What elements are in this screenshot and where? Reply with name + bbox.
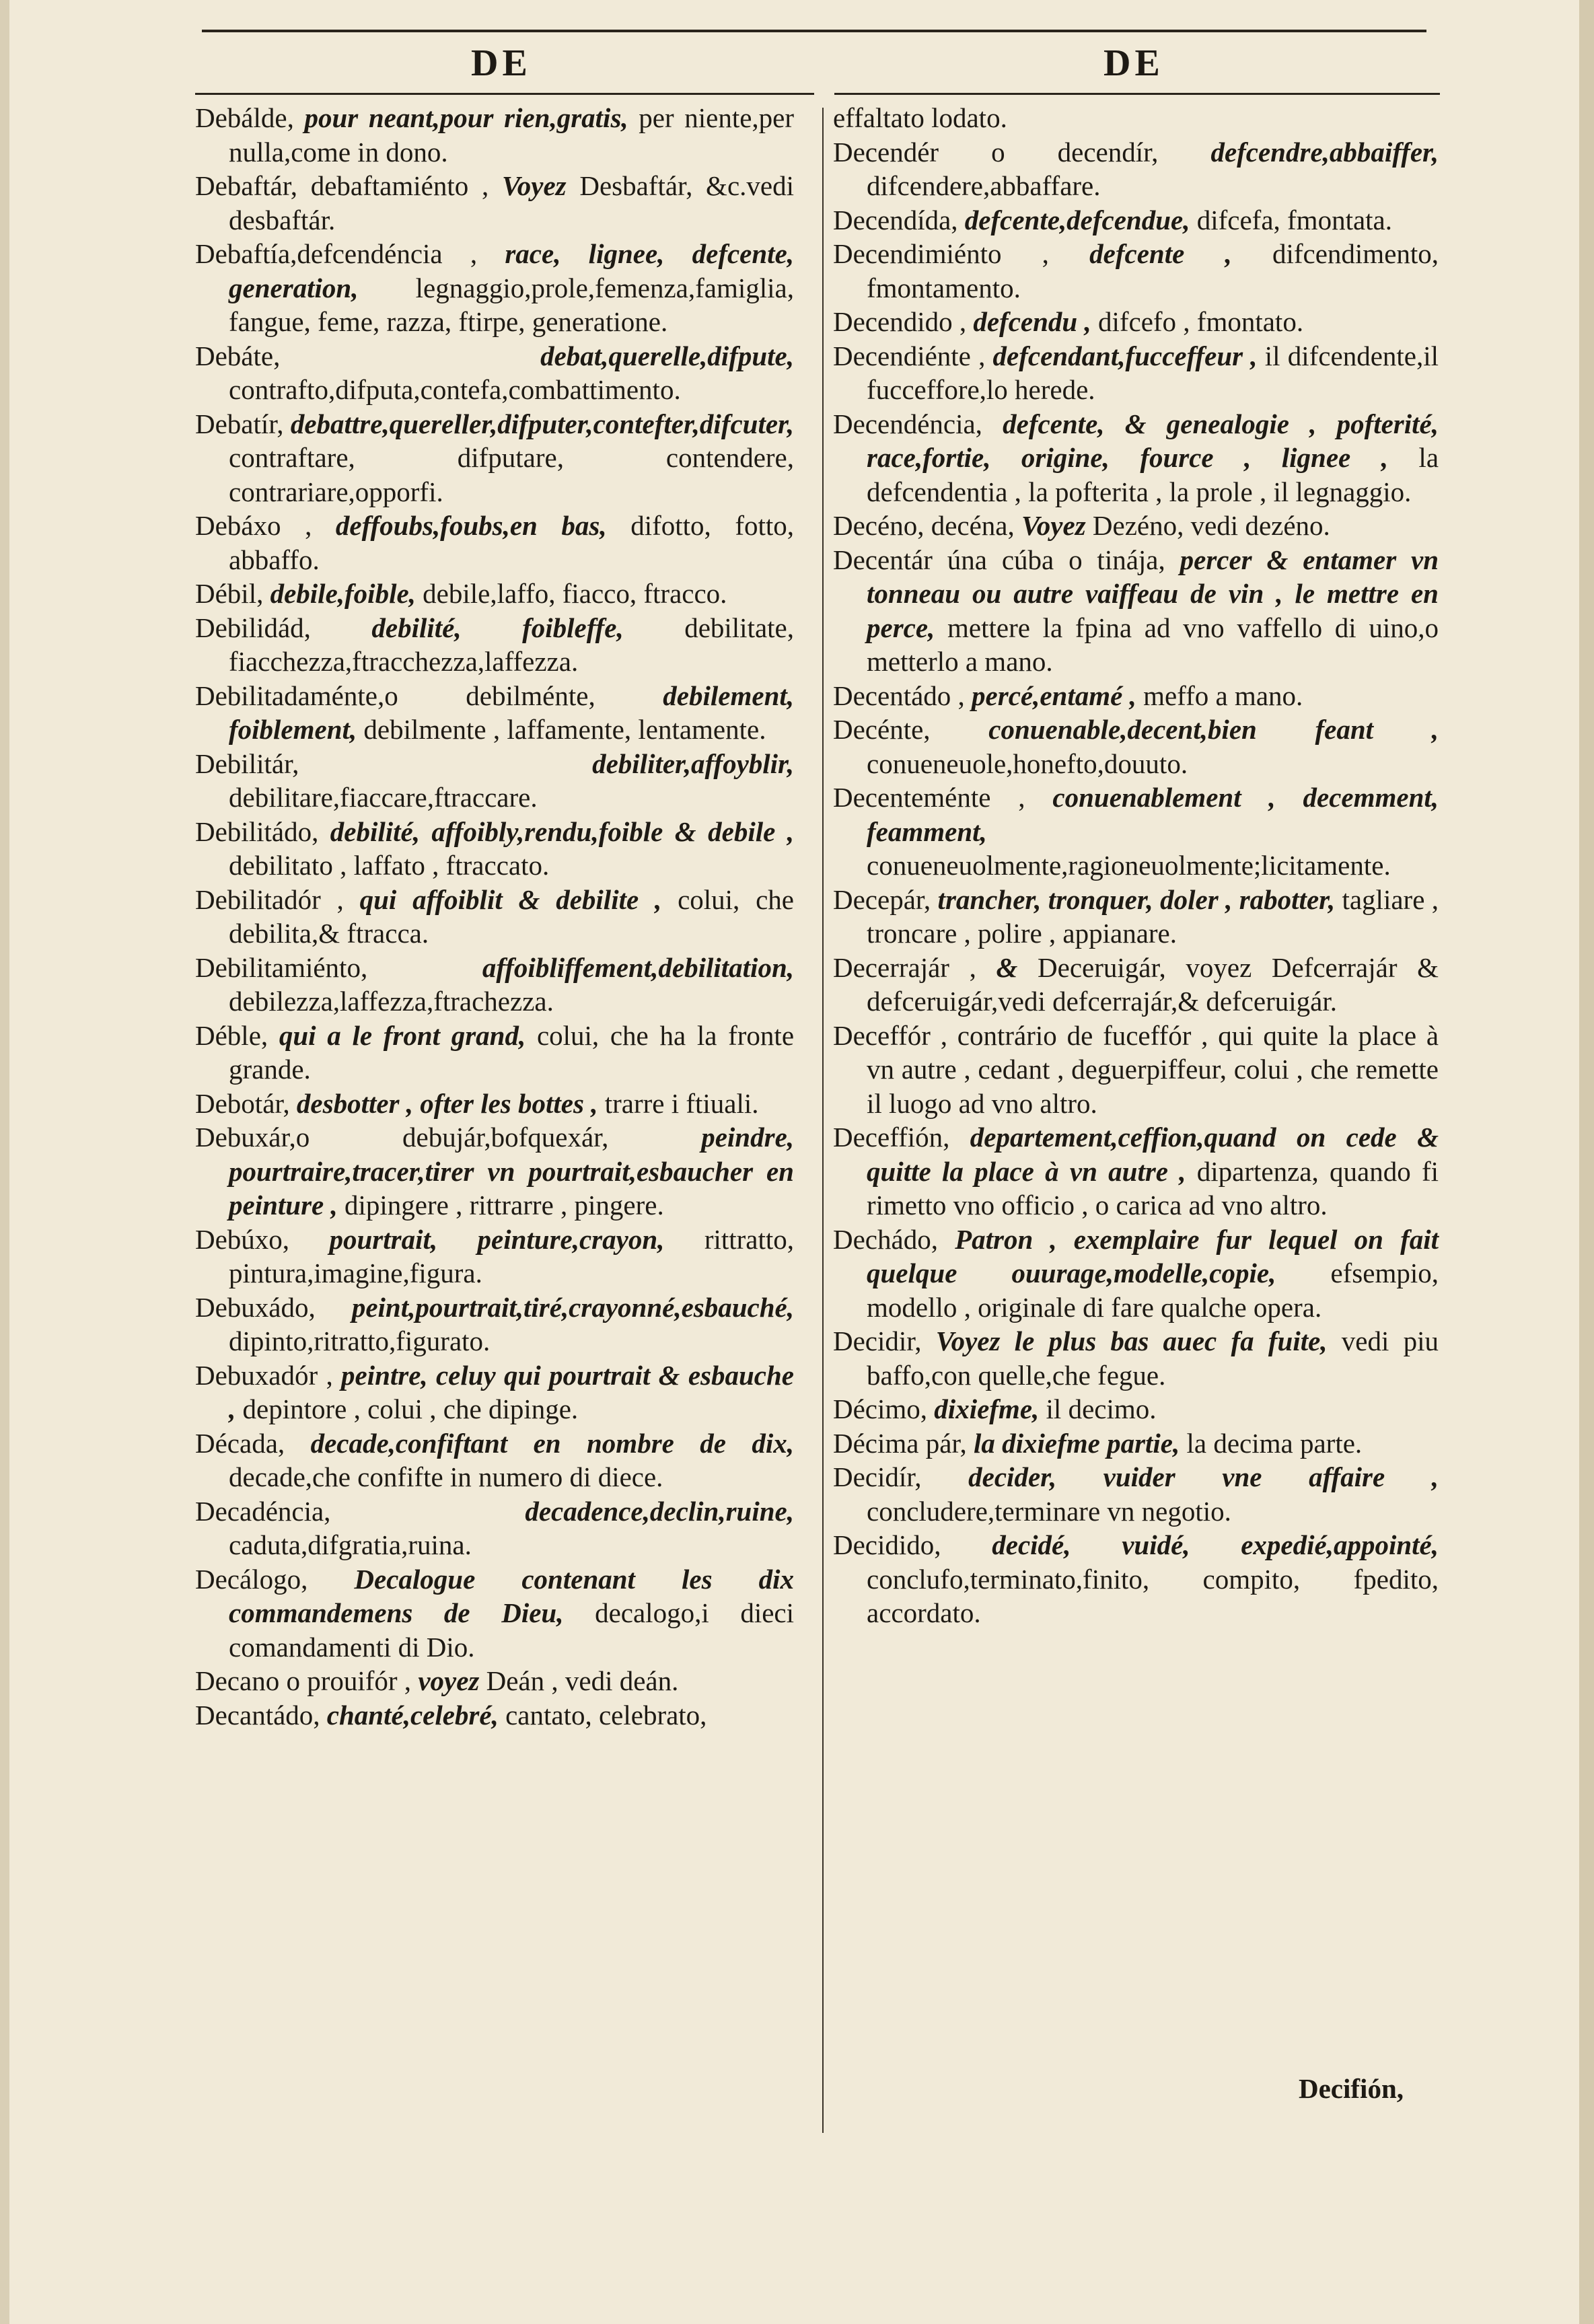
italian-gloss: dipartenza, quando fi rimetto vno officio , o carica ad vno altro. [867, 1155, 1439, 1221]
italian-gloss: Deán , vedi deán. [486, 1665, 679, 1696]
headword: Decéno, decéna, [833, 510, 1015, 541]
french-gloss: peint,pourtrait,tiré,crayonné,esbauché, [351, 1291, 794, 1323]
italian-gloss: concludere,terminare vn negotio. [867, 1495, 1231, 1527]
headword: Decendiénte , [833, 340, 986, 371]
french-gloss: conuenable,decent,bien feant , [988, 714, 1439, 745]
french-gloss: debilité, foibleffe, [371, 612, 624, 643]
headword: Debáte, [195, 340, 281, 371]
headword: Déble, [195, 1019, 268, 1051]
italian-gloss: tagliare , troncare , polire , appianare. [867, 883, 1439, 949]
headword: Decendér o decendír, [833, 136, 1159, 168]
french-gloss: dixiefme, [934, 1393, 1040, 1424]
dictionary-entry [833, 543, 1439, 679]
french-gloss: debile,foible, [270, 578, 416, 609]
french-gloss: chanté,celebré, [326, 1699, 499, 1731]
dictionary-entry [833, 713, 1439, 780]
italian-gloss: contraftare, difputare, contendere, contrariare,opporfi. [229, 442, 794, 507]
italian-gloss: difcefo , fmontato. [1097, 306, 1304, 337]
top-rule [202, 30, 1426, 32]
french-gloss: debiliter,affoyblir, [592, 748, 794, 779]
headword: Decepár, [833, 883, 931, 915]
dictionary-entry [833, 509, 1439, 543]
french-gloss: percé,entamé , [972, 680, 1136, 711]
headword: Decenteménte , [833, 782, 1025, 813]
french-gloss: race, lignee, defcente, generation, [229, 238, 795, 303]
french-gloss: defcente, & genealogie , pofterité, race,fortie, origine, fource , lignee , [867, 408, 1439, 473]
italian-gloss: debilitare,fiaccare,ftraccare. [229, 782, 538, 813]
headword: Debilitadór , [195, 883, 344, 915]
dictionary-entry [195, 509, 794, 577]
french-gloss: la dixiefme partie, [973, 1427, 1180, 1459]
headword: Decálogo, [195, 1563, 308, 1595]
italian-gloss: caduta,difgratia,ruina. [229, 1529, 472, 1560]
italian-gloss: contrafto,difputa,contefa,combattimento. [229, 374, 681, 405]
column-divider [822, 108, 824, 2133]
dictionary-entry [195, 951, 794, 1019]
dictionary-entry [833, 407, 1439, 509]
dictionary-entry [195, 1664, 794, 1698]
dictionary-entry [833, 1324, 1439, 1392]
french-gloss: voyez [418, 1665, 480, 1696]
italian-gloss: dipingere , rittrarre , pingere. [345, 1190, 664, 1221]
french-gloss: desbotter , ofter les bottes , [296, 1087, 598, 1119]
dictionary-entry [195, 679, 794, 747]
italian-gloss: depintore , colui , che dipinge. [242, 1393, 579, 1424]
italian-gloss: decade,che confifte in numero di diece. [229, 1461, 663, 1492]
headword: Debatír, [195, 408, 284, 439]
headword: Decantádo, [195, 1699, 320, 1731]
dictionary-entry [833, 305, 1439, 339]
italian-gloss: vedi piu baffo,con quelle,che fegue. [867, 1326, 1439, 1391]
italian-gloss: difcendimento, fmontamento. [867, 238, 1439, 303]
italian-gloss: per niente,per nulla,come in dono. [229, 102, 795, 168]
french-gloss: departement,ceffion,quand on cede & quitte la place à vn autre , [867, 1122, 1439, 1187]
french-gloss: pour neant,pour rien,gratis, [304, 102, 628, 133]
headword: Debilidád, [195, 612, 311, 643]
dictionary-entry [195, 1087, 794, 1121]
headword: Decidido, [833, 1529, 941, 1560]
dictionary-entry [833, 1120, 1439, 1223]
headword: Decendéncia, [833, 408, 982, 439]
french-gloss: qui affoiblit & debilite , [359, 883, 662, 915]
headword: Decendída, [833, 204, 958, 235]
french-gloss: Patron , exemplaire fur lequel on fait quelque ouurage,modelle,copie, [867, 1223, 1439, 1288]
italian-gloss: decalogo,i dieci comandamenti di Dio. [229, 1597, 794, 1663]
dictionary-entry [195, 883, 794, 951]
french-gloss: Voyez [501, 170, 567, 201]
dictionary-entry [195, 1120, 794, 1223]
running-header-left: DE [471, 42, 532, 84]
dictionary-entry [833, 883, 1439, 951]
french-gloss: defcente , [1089, 238, 1232, 269]
catchword: Decifión, [1299, 2073, 1404, 2104]
italian-gloss: conclufo,terminato,finito, compito, fpedito, accordato. [867, 1563, 1439, 1628]
french-gloss: Voyez le plus bas auec fa fuite, [935, 1326, 1328, 1356]
dictionary-entry [833, 1223, 1439, 1325]
header-rule-right [834, 93, 1440, 95]
headword: Debilitamiénto, [195, 951, 368, 983]
headword: Decerrajár , [833, 951, 976, 983]
french-gloss: decade,confiftant en nombre de dix, [310, 1427, 794, 1459]
dictionary-entry [195, 1562, 794, 1665]
dictionary-entry [195, 815, 794, 883]
dictionary-entry [195, 407, 794, 509]
headword: Decidír, [833, 1461, 922, 1492]
headword: Debilitár, [195, 748, 299, 779]
running-header-right: DE [1103, 42, 1164, 84]
italian-gloss: colui, che ha la fronte grande. [229, 1019, 795, 1085]
headword: Decano o prouifór , [195, 1665, 412, 1696]
dictionary-entry [833, 135, 1439, 203]
headword: Decentádo , [833, 680, 965, 711]
dictionary-entry [833, 101, 1439, 135]
french-gloss: Decalogue contenant les dix commandemens de Dieu, [229, 1563, 794, 1628]
italian-gloss: legnaggio,prole,femenza,famiglia, fangue, feme, razza, ftirpe, generatione. [229, 272, 794, 337]
french-gloss: Voyez [1021, 510, 1086, 541]
french-gloss: & [996, 951, 1018, 983]
italian-gloss: conueneuolmente,ragioneuolmente;licitamente. [867, 850, 1391, 881]
headword: Debotár, [195, 1087, 290, 1119]
headword: Debálde, [195, 102, 294, 133]
french-gloss: peintre, celuy qui pourtrait & esbauche , [229, 1359, 794, 1424]
french-gloss: decadence,declin,ruine, [525, 1495, 794, 1527]
headword: Decentár úna cúba o tinája, [833, 544, 1165, 575]
dictionary-entry [833, 1528, 1439, 1630]
french-gloss: percer & entamer vn tonneau ou autre vaiffeau de vin , le mettre en perce, [867, 544, 1439, 643]
french-gloss: qui a le front grand, [279, 1019, 526, 1051]
italian-gloss: debilezza,laffezza,ftrachezza. [229, 986, 554, 1017]
italian-gloss: mettere la fpina ad vno vaffello di uino,o metterlo a mano. [867, 612, 1439, 677]
italian-gloss: conueneuole,honefto,douuto. [867, 748, 1188, 779]
headword: Debaftía,defcendéncia , [195, 238, 478, 269]
italian-gloss: Dezéno, vedi dezéno. [1092, 510, 1330, 541]
french-gloss: affoibliffement,debilitation, [482, 951, 794, 983]
dictionary-entry [195, 1698, 794, 1733]
headword: Décima pár, [833, 1427, 967, 1459]
headword: Debilitadaménte,o debilménte, [195, 680, 595, 711]
left-column [195, 101, 794, 1732]
italian-gloss: cantato, celebrato, [505, 1699, 707, 1731]
dictionary-entry [195, 339, 794, 407]
italian-gloss: il difcendente,il fucceffore,lo herede. [867, 340, 1439, 405]
scan-edge-left [0, 0, 9, 2324]
right-column [833, 101, 1439, 1630]
italian-gloss: rittratto, pintura,imagine,figura. [229, 1223, 795, 1288]
dictionary-entry [195, 1426, 794, 1494]
dictionary-entry [833, 1426, 1439, 1461]
italian-gloss: difotto, fotto, abbaffo. [229, 510, 795, 575]
dictionary-entry [195, 169, 794, 237]
french-gloss: defcente,defcendue, [964, 204, 1190, 235]
headword: Deceffór , [833, 1019, 947, 1051]
italian-gloss: debile,laffo, fiacco, ftracco. [423, 578, 727, 609]
dictionary-entry [833, 237, 1439, 305]
headword: Decénte, [833, 714, 931, 745]
headword: Deceffión, [833, 1122, 950, 1153]
italian-gloss: contrário de fuceffór , qui quite la place à vn autre , cedant , deguerpiffeur, colui , che remette il luogo ad vno altro. [867, 1019, 1439, 1119]
scan-edge-right [1579, 0, 1594, 2324]
dictionary-entry [195, 1291, 794, 1358]
headword: Debuxádo, [195, 1291, 316, 1323]
french-gloss: decidé, vuidé, expedié,appointé, [992, 1529, 1439, 1560]
headword: Debúxo, [195, 1223, 290, 1255]
italian-gloss: Deceruigár, voyez Defcerrajár & defceruigár,vedi defcerrajár,& defceruigár. [867, 951, 1439, 1017]
french-gloss: pourtrait, peinture,crayon, [329, 1223, 665, 1255]
italian-gloss: la defcendentia , la pofterita , la prole , il legnaggio. [867, 442, 1439, 507]
italian-gloss: difcendere,abbaffare. [867, 170, 1101, 201]
french-gloss: debattre,quereller,difputer,contefter,difcuter, [290, 408, 795, 439]
headword: Decidir, [833, 1326, 922, 1356]
headword: Debuxadór , [195, 1359, 333, 1391]
french-gloss: debilité, affoibly,rendu,foible & debile , [330, 815, 795, 847]
headword: Debáxo , [195, 510, 312, 541]
dictionary-entry [195, 1494, 794, 1562]
dictionary-entry [195, 101, 794, 169]
headword: Decendido , [833, 306, 967, 337]
dictionary-entry [195, 577, 794, 611]
dictionary-entry [833, 203, 1439, 238]
dictionary-entry [833, 951, 1439, 1019]
italian-gloss: debilmente , laffamente, lentamente. [363, 714, 766, 745]
french-gloss: defcendant,fucceffeur , [992, 340, 1258, 371]
italian-gloss: dipinto,ritratto,figurato. [229, 1326, 491, 1356]
headword: Decadéncia, [195, 1495, 331, 1527]
italian-gloss: il decimo. [1046, 1393, 1157, 1424]
french-gloss: deffoubs,foubs,en bas, [335, 510, 607, 541]
dictionary-entry [833, 339, 1439, 407]
headword: Debilitádo, [195, 815, 319, 847]
italian-gloss: debilitate, fiacchezza,ftracchezza,laffezza. [229, 612, 795, 677]
italian-gloss: la decima parte. [1186, 1427, 1363, 1459]
french-gloss: conuenablement , decemment, feamment, [867, 782, 1439, 847]
header-rule-left [195, 93, 814, 95]
dictionary-entry [195, 237, 794, 339]
french-gloss: debat,querelle,difpute, [540, 340, 794, 371]
dictionary-entry [195, 747, 794, 815]
italian-gloss: effaltato lodato. [833, 102, 1007, 133]
dictionary-entry [833, 679, 1439, 713]
headword: Debuxár,o debujár,bofquexár, [195, 1122, 609, 1153]
headword: Décimo, [833, 1393, 928, 1424]
italian-gloss: debilitato , laffato , ftraccato. [229, 850, 550, 881]
dictionary-entry [195, 1358, 794, 1426]
dictionary-entry [833, 780, 1439, 883]
french-gloss: peindre, pourtraire,tracer,tirer vn pourtrait,esbaucher en peinture , [229, 1122, 795, 1221]
dictionary-entry [195, 1223, 794, 1291]
dictionary-entry [833, 1019, 1439, 1121]
french-gloss: trancher, tronquer, doler , rabotter, [937, 883, 1336, 915]
headword: Debaftár, debaftamiénto , [195, 170, 489, 201]
italian-gloss: trarre i ftiuali. [604, 1087, 759, 1119]
dictionary-entry [195, 1019, 794, 1087]
dictionary-entry [195, 611, 794, 679]
headword: Década, [195, 1427, 285, 1459]
italian-gloss: meffo a mano. [1143, 680, 1303, 711]
italian-gloss: efsempio, modello , originale di fare qualche opera. [867, 1258, 1439, 1323]
headword: Débil, [195, 578, 264, 609]
dictionary-entry [833, 1460, 1439, 1528]
italian-gloss: Desbaftár, &c.vedi desbaftár. [229, 170, 794, 235]
headword: Dechádo, [833, 1223, 938, 1255]
french-gloss: defcendre,abbaiffer, [1210, 136, 1439, 168]
italian-gloss: colui, che debilita,& ftracca. [229, 883, 794, 949]
french-gloss: debilement, foiblement, [229, 680, 795, 745]
french-gloss: decider, vuider vne affaire , [968, 1461, 1439, 1492]
headword: Decendimiénto , [833, 238, 1049, 269]
french-gloss: defcendu , [973, 306, 1091, 337]
dictionary-entry [833, 1392, 1439, 1426]
italian-gloss: difcefa, fmontata. [1196, 204, 1392, 235]
